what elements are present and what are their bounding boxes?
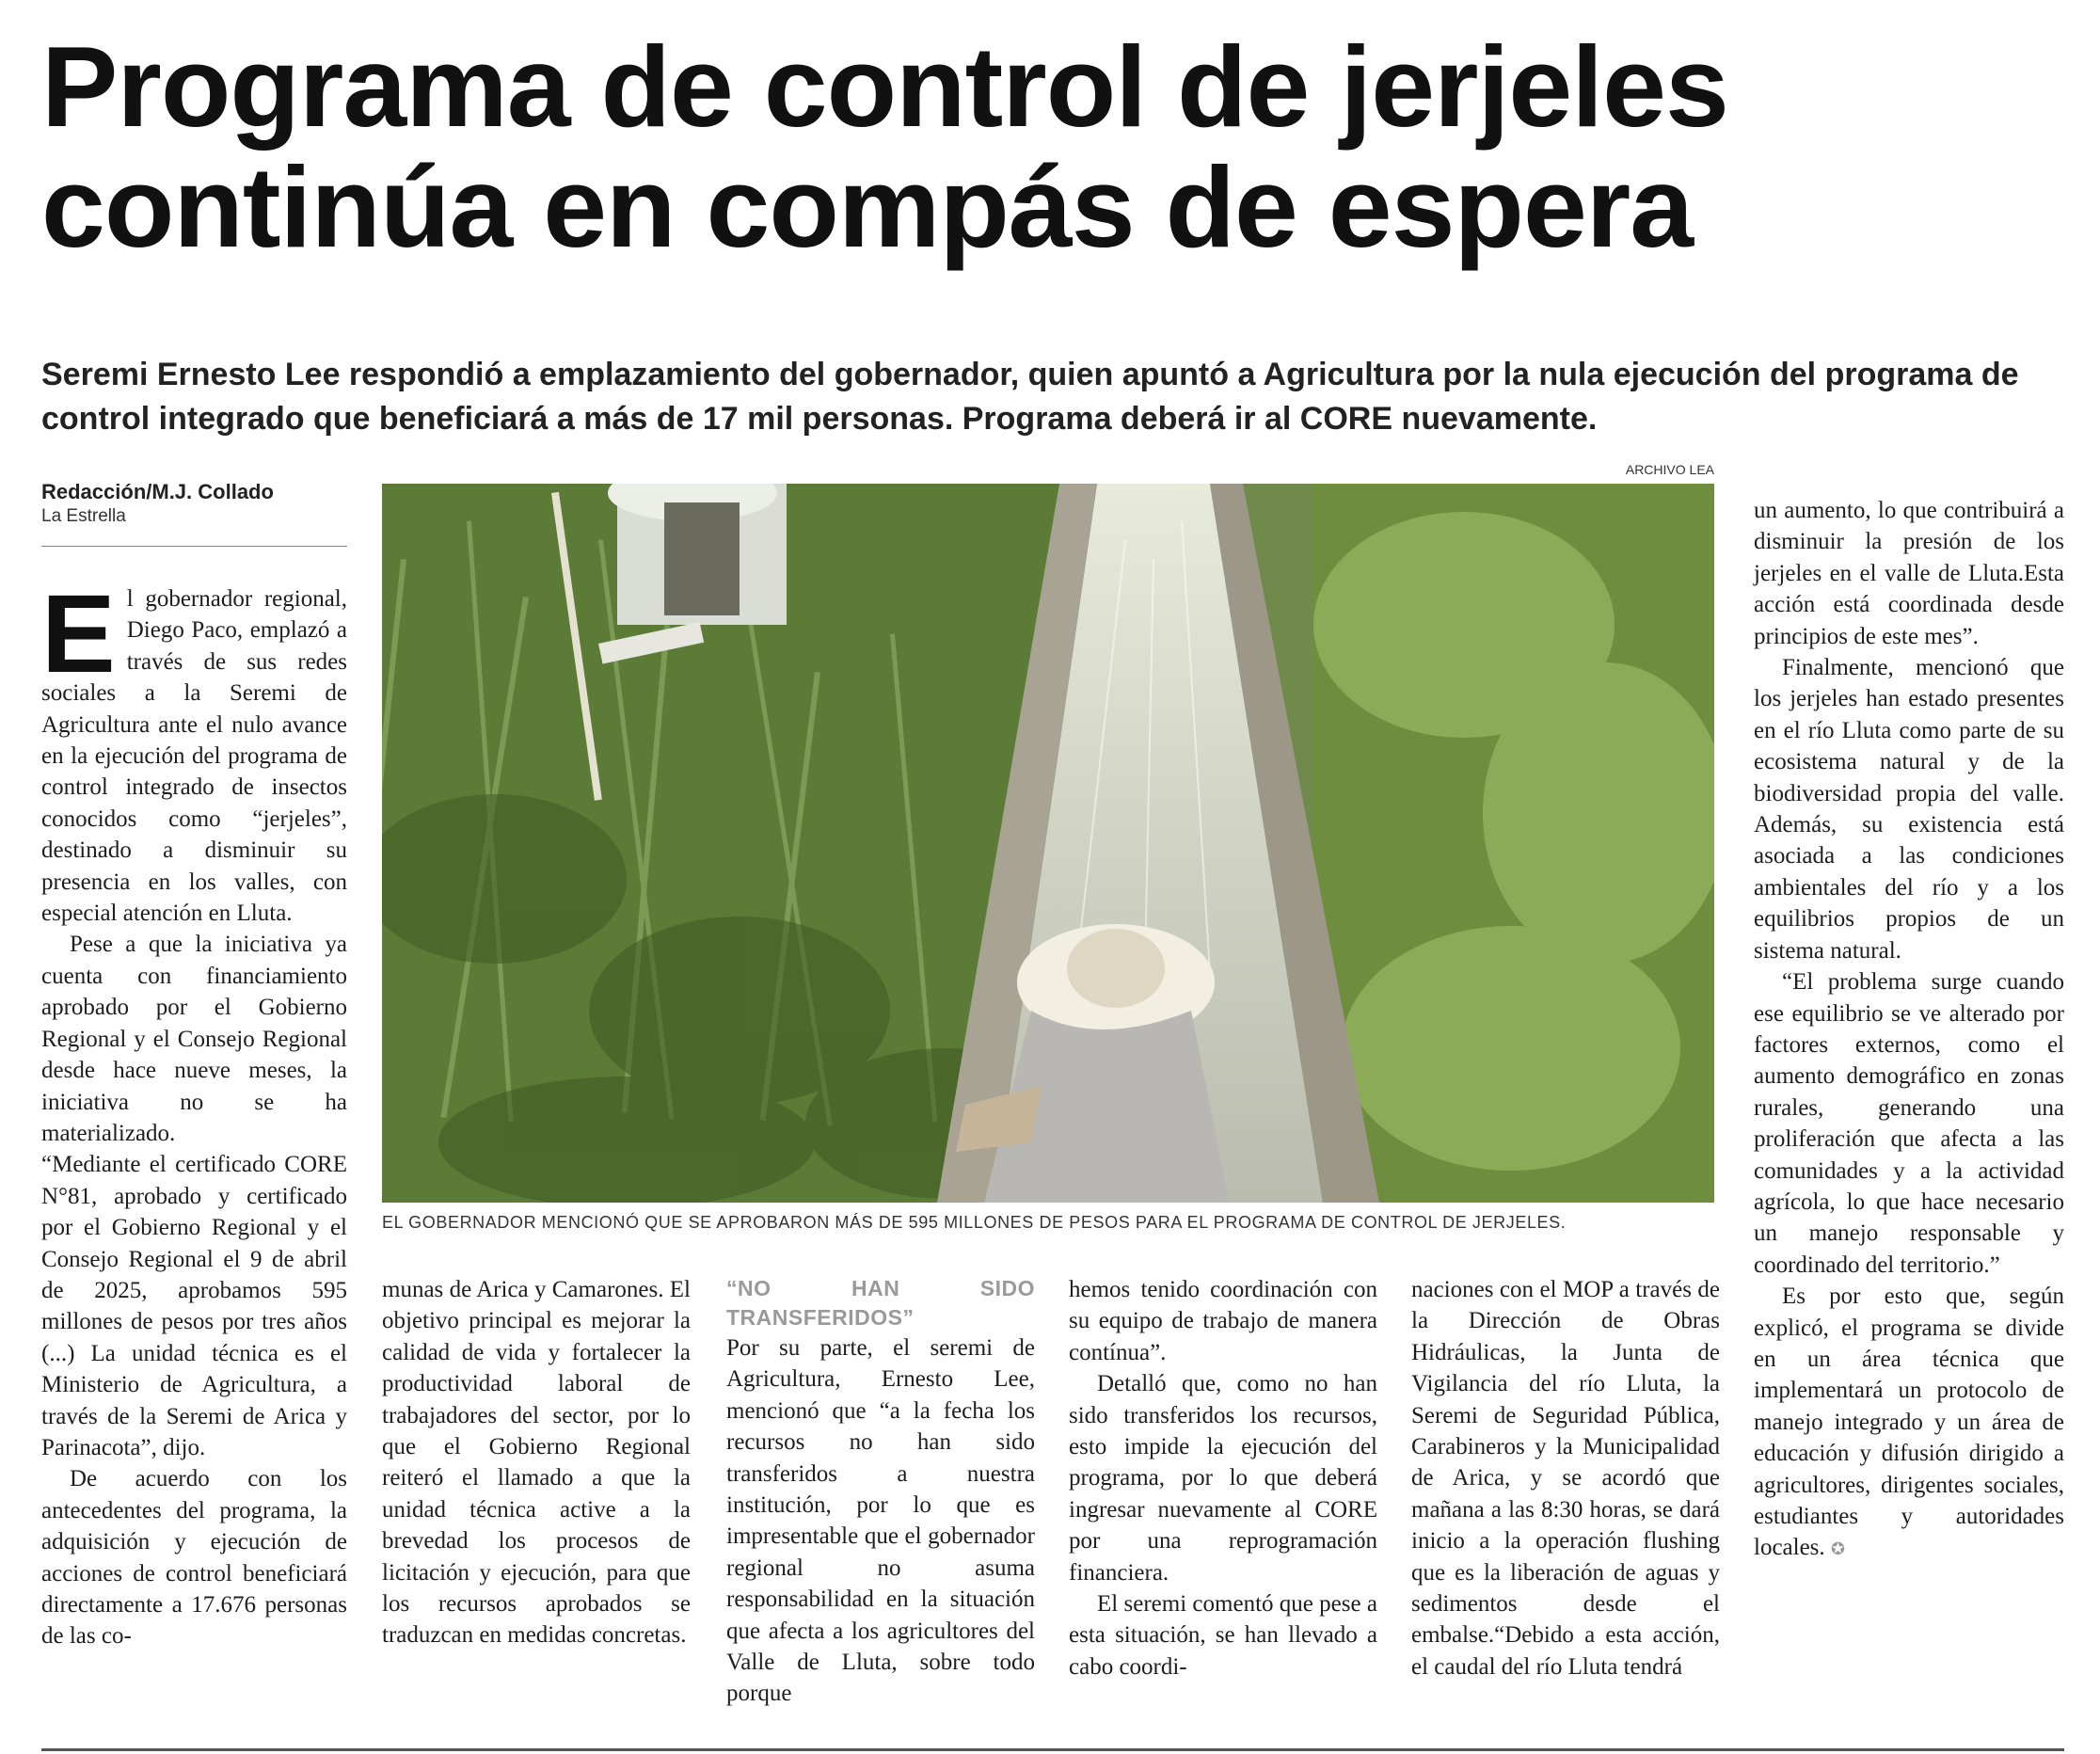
headline [41,23,2064,271]
headline-line-2: continúa en compás de espera [41,143,1694,271]
section-subhead: “NO HAN SIDO TRANSFERIDOS” [726,1276,1035,1330]
column-2 [382,1274,691,1651]
paragraph: naciones con el MOP a través de la Dirección de Obras Hidráulicas, la Junta de Vigilancia del río Lluta, la Seremi de Seguridad Pública, Carabineros y la Municipalidad de Arica, y se acordó que mañana a las 8:30 horas, se dará inicio a la operación flushing que es la liberación de aguas y sedimentos desde el embalse.“Debido a esta acción, el caudal del río Lluta tendrá [1411,1277,1720,1680]
paragraph: munas de Arica y Camarones. El objetivo principal es mejorar la calidad de vida y fortalecer la productividad laboral de trabajadores del sector, por lo que el Gobierno Regional reiteró el llamado a que la unidad técnica active a la brevedad los procesos de licitación y ejecución, para que los recursos aprobados se traduzcan en medidas concretas. [382,1277,691,1649]
paragraph: Por su parte, el seremi de Agricultura, Ernesto Lee, mencionó que “a la fecha los recursos no han sido transferidos a nuestra institución, por lo que es impresentable que el gobernador regional no asuma responsabilidad en la situación que afecta a los agricultores del Valle de Lluta, sobre todo porque [726,1335,1035,1707]
headline-line-1: Programa de control de jerjeles [41,23,1728,151]
byline-author: Redacción/M.J. Collado [41,480,274,503]
paragraph: Finalmente, mencionó que los jerjeles han estado presentes en el río Lluta como parte de su ecosistema natural y de la biodiversidad propia del valle. Además, su existencia está asociada a las condiciones ambientales del río y a los equilibrios propios de un sistema natural. [1754,655,2064,964]
end-mark-icon: ✪ [1830,1539,1846,1560]
paragraph: El gobernador regional, Diego Paco, emplazó a través de sus redes sociales a la Seremi de Agricultura ante el nulo avance en la ejecución del programa de control integrado de insectos conocidos como “jerjeles”, destinado a disminuir su presencia en los valles, con especial atención en Lluta. [41,572,347,927]
byline-outlet: La Estrella [41,506,126,526]
bottom-rule [41,1748,2064,1751]
deck-subtitle: Seremi Ernesto Lee respondió a emplazamiento del gobernador, quien apuntó a Agricultura por la nula ejecución del programa de control integrado que beneficiará a más de 17 mil personas. Programa deberá ir al CORE nuevamente. [41,357,2019,437]
photo-illustration [382,484,1714,1203]
byline-divider [41,546,347,547]
byline [41,480,347,527]
drop-cap: E [41,572,116,696]
column-3 [726,1274,1035,1710]
paragraph: Es por esto que, según explicó, el programa se divide en un área técnica que implementará un protocolo de manejo integrado y un área de educación y difusión dirigido a agricultores, dirigentes sociales, estudiantes y autoridades locales. ✪ [1754,1284,2064,1561]
paragraph: “El problema surge cuando ese equilibrio se ve alterado por factores externos, como el aumento demográfico en zonas rurales, generando una proliferación que afecta a las comunidades y a la actividad agrícola, lo que hace necesario un manejo responsable y coordinado del territorio.” [1754,969,2064,1278]
article-photo [382,484,1714,1203]
paragraph: un aumento, lo que contribuirá a disminuir la presión de los jerjeles en el valle de Lluta.Esta acción está coordinada desde principios de este mes”. [1754,498,2064,649]
column-4 [1069,1274,1377,1682]
paragraph: “Mediante el certificado CORE N°81, aprobado y certificado por el Gobierno Regional y el Consejo Regional el 9 de abril de 2025, aprobamos 595 millones de pesos por tres años (...) La unidad técnica es el Ministerio de Agricultura, a través de la Seremi de Arica y Parinacota”, dijo. [41,1152,347,1460]
paragraph: El seremi comentó que pese a esta situación, se han llevado a cabo coordi- [1069,1591,1377,1680]
column-6 [1754,495,2064,1566]
column-1 [41,572,347,1652]
paragraph: Pese a que la iniciativa ya cuenta con financiamiento aprobado por el Gobierno Regional y el Consejo Regional desde hace nueve meses, la iniciativa no se ha materializado. [41,932,347,1146]
paragraph: De acuerdo con los antecedentes del programa, la adquisición y ejecución de acciones de control beneficiará directamente a 17.676 personas de las co- [41,1466,347,1650]
column-5 [1411,1274,1720,1682]
photo-caption: EL GOBERNADOR MENCIONÓ QUE SE APROBARON MÁS DE 595 MILLONES DE PESOS PARA EL PROGRAMA DE CONTROL DE JERJELES. [382,1213,1567,1232]
photo-credit: ARCHIVO LEA [1625,462,1714,477]
paragraph: Detalló que, como no han sido transferidos los recursos, esto impide la ejecución del programa, por lo que deberá ingresar nuevamente al CORE por una reprogramación financiera. [1069,1371,1377,1586]
paragraph: hemos tenido coordinación con su equipo de trabajo de manera contínua”. [1069,1277,1377,1365]
